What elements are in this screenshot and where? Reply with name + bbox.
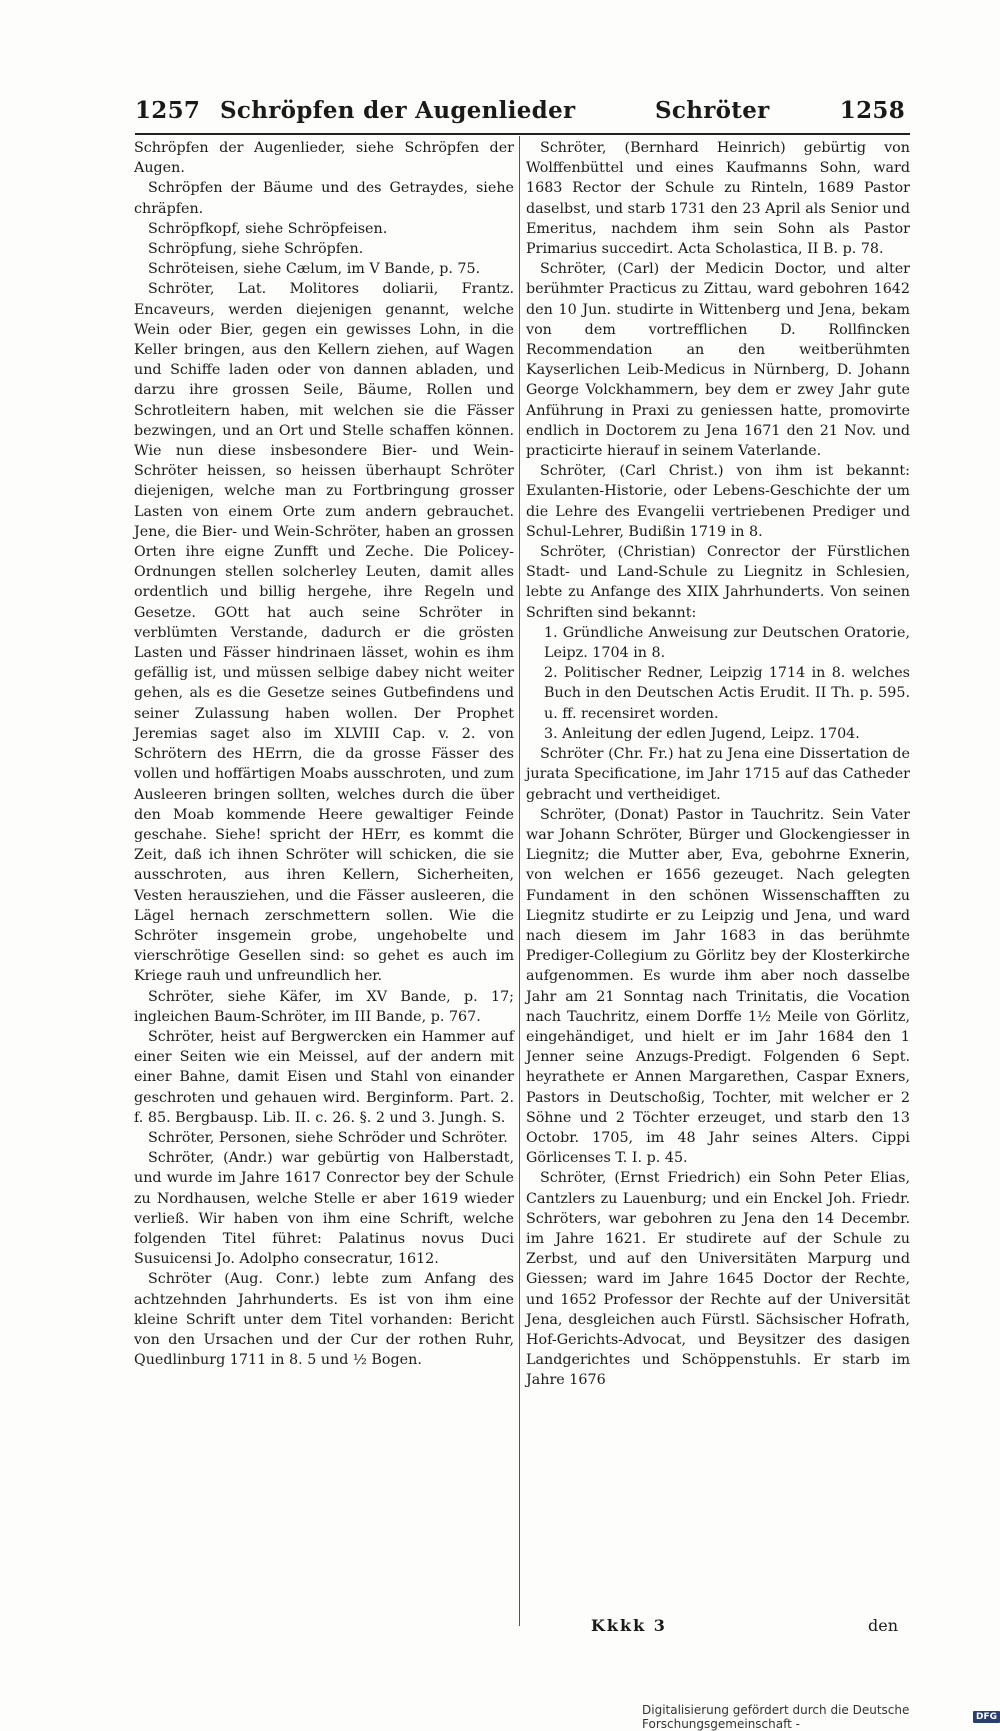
entry-paragraph: Schröter, heist auf Bergwercken ein Hammer auf einer Seiten wie ein Meissel, auf der andern mit einer Bahne, damit Eisen und Stahl von einander geschroten und gehauen wird. Berginform. Part. 2. f. 85. Bergbausp. Lib. II. c. 26. §. 2 und 3. Jungh. S.	[134, 1028, 514, 1126]
entry-paragraph: Schröpfung, siehe Schröpfen.	[148, 241, 364, 258]
footer-text: Digitalisierung gefördert durch die Deutsche Forschungsgemeinschaft -	[642, 1703, 910, 1731]
signature-mark: Kkkk 3	[591, 1616, 667, 1635]
entry-paragraph: Schröpfkopf, siehe Schröpfeisen.	[148, 220, 388, 237]
entry-paragraph: Schröter, Personen, siehe Schröder und Schröter.	[148, 1129, 508, 1146]
digitization-footer	[642, 1703, 1000, 1731]
right-page-number: 1258	[839, 97, 905, 124]
left-page-number: 1257	[135, 97, 201, 124]
column-divider	[519, 136, 520, 1626]
entry-paragraph: Schröter, (Andr.) war gebürtig von Halberstadt, und wurde im Jahre 1617 Conrector bey der Schule zu Nordhausen, welche Stelle er aber 1619 wieder verließ. Wir haben von ihm eine Schrift, welche folgenden Titel führet: Palatinus novus Duci Susuicensi Jo. Adolpho consecratur, 1612.	[134, 1150, 514, 1268]
entry-paragraph: Schröter, (Donat) Pastor in Tauchritz. Sein Vater war Johann Schröter, Bürger und Glockengiesser in Liegnitz; die Mutter aber, Eva, gebohrne Exnerin, von welchen er 1656 gezeuget. Nach gelegten Fundament in den schönen Wissenschafften zu Liegnitz studirte er zu Leipzig und Jena, und ward nach diesem im Jahr 1683 in das berühmte Prediger-Collegium zu Görlitz bey der Klosterkirche aufgenommen. Es wurde ihm aber noch dasselbe Jahr am 21 Sonntag nach Trinitatis, die Vocation nach Tauchritz, einem Dorffe 1½ Meile von Görlitz, eingehändiget, und hielt er im Jahr 1684 den 1 Jenner seine Anzugs-Predigt. Folgenden 6 Sept. heyrathete er Annen Margarethen, Caspar Exners, Pastors in Deutschoßig, Tochter, mit welcher er 2 Söhne und 2 Töchter erzeuget, und starb den 13 Octobr. 1705, im 48 Jahr seines Alters. Cippi Görlicenses T. I. p. 45.	[526, 806, 910, 1167]
right-running-title: Schröter	[655, 97, 770, 124]
entry-paragraph: Schröpfen der Augenlieder, siehe Schröpfen der Augen.	[134, 140, 514, 177]
list-item: 1. Gründliche Anweisung zur Deutschen Oratorie, Leipz. 1704 in 8.	[544, 624, 910, 662]
entry-paragraph: Schröter, (Carl) der Medicin Doctor, und alter berühmter Practicus zu Zittau, ward gebohren 1642 den 10 Jun. studirte in Wittenberg und Jena, bekam von dem vortrefflichen D. Rollfincken Recommendation an den weitberühmten Kayserlichen Leib-Medicus in Nürnberg, D. Johann George Volckhammern, bey dem er zwey Jahr gute Anführung in Praxi zu geniessen hatte, promovirte endlich in Doctorem zu Jena 1671 den 21 Nov. und practicirte hierauf in seinem Vaterlande.	[526, 261, 910, 460]
left-column	[134, 138, 514, 1370]
entry-paragraph: Schröter (Aug. Conr.) lebte zum Anfang des achtzehnden Jahrhunderts. Es ist von ihm eine kleine Schrift unter dem Titel vorhanden: Bericht von den Ursachen und der Cur der rothen Ruhr, Quedlinburg 1711 in 8. 5 und ½ Bogen.	[134, 1271, 514, 1369]
entry-paragraph: Schröpfen der Bäume und des Getraydes, siehe chräpfen.	[134, 180, 514, 217]
running-header	[135, 97, 905, 137]
header-rule	[135, 133, 910, 135]
entry-paragraph: Schröter, (Bernhard Heinrich) gebürtig von Wolffenbüttel und eines Kaufmanns Sohn, ward 1683 Rector der Schule zu Rinteln, 1689 Pastor daselbst, und starb 1731 den 23 April als Senior und Emeritus, nachdem ihm sein Sohn als Pastor Primarius succedirt. Acta Scholastica, II B. p. 78.	[526, 140, 910, 258]
entry-paragraph: Schröter, siehe Käfer, im XV Bande, p. 17; ingleichen Baum-Schröter, im III Bande, p. 767.	[134, 988, 514, 1025]
entry-paragraph: Schröter, (Ernst Friedrich) ein Sohn Peter Elias, Cantzlers zu Lauenburg; und ein Enckel Joh. Friedr. Schröters, war gebohren zu Jena den 14 Decembr. im Jahre 1621. Er studirete auf der Schule zu Zerbst, und auf den Universitäten Marpurg und Giessen; ward im Jahre 1645 Doctor der Rechte, und 1652 Professor der Rechte auf der Universität Jena, desgleichen auch Fürstl. Sächsischer Hofrath, Hof-Gerichts-Advocat, und Beysitzer des dasigen Landgerichtes und Schöppenstuhls. Er starb im Jahre 1676	[526, 1170, 910, 1389]
entry-paragraph: Schröter, (Carl Christ.) von ihm ist bekannt: Exulanten-Historie, oder Lebens-Geschichte der um die Lehre des Evangelii vertriebenen Prediger und Schul-Lehrer, Budißin 1719 in 8.	[526, 463, 910, 540]
entry-paragraph: Schröter, Lat. Molitores doliarii, Frantz. Encaveurs, werden diejenigen genannt, welche Wein oder Bier, gegen ein gewisses Lohn, in die Keller bringen, aus den Kellern ziehen, auf Wagen und Schiffe laden oder von dannen abladen, und darzu ihre grossen Seile, Bäume, Rollen und Schrotleitern haben, mit welchen sie die Fässer bezwingen, und an Ort und Stelle schaffen können. Wie nun diese insbesondere Bier- und Wein-Schröter heissen, so heissen überhaupt Schröter diejenigen, welche man zu Fortbringung grosser Lasten von einem Orte zum andern gebrauchet. Jene, die Bier- und Wein-Schröter, haben an grossen Orten ihre eigne Zunfft und Zeche. Die Policey-Ordnungen stellen solcherley Leuten, damit alles ordentlich und billig hergehe, ihre Regeln und Gesetze. GOtt hat auch seine Schröter in verblümten Verstande, dadurch er die grösten Lasten und Fässer hindrinaen lässet, wohin es ihm gefällig ist, und müssen selbige dabey nicht weiter gehen, als es die Gesetze seines Gutbefindens und seiner Zulassung haben wollen. Der Prophet Jeremias saget also im XLVIII Cap. v. 2. von Schrötern des HErrn, die da grosse Fässer des vollen und hoffärtigen Moabs ausschroten, und zum Ausleeren bringen sollten, welches durch die über den Moab kommende Heere gewaltiger Feinde geschahe. Siehe! spricht der HErr, es kommt die Zeit, daß ich ihnen Schröter will schicken, die sie ausschroten, aus ihren Kellern, Sicherheiten, Vesten herausziehen, und die Fässer ausleeren, die Lägel hernach zerschmettern sollen. Wie die Schröter insgemein grobe, ungehobelte und vierschrötige Gesellen sind: so gehet es auch im Kriege rauh und unfreundlich her.	[134, 281, 514, 985]
catchword: den	[868, 1616, 899, 1635]
entry-paragraph: Schröteisen, siehe Cælum, im V Bande, p. 75.	[148, 261, 481, 278]
list-item: 3. Anleitung der edlen Jugend, Leipz. 1704.	[544, 725, 860, 742]
entry-paragraph: Schröter (Chr. Fr.) hat zu Jena eine Dissertation de jurata Specificatione, im Jahr 1715 auf das Catheder gebracht und vertheidiget.	[526, 746, 910, 803]
right-column	[526, 138, 910, 1391]
entry-paragraph: Schröter, (Christian) Conrector der Fürstlichen Stadt- und Land-Schule zu Liegnitz in Schlesien, lebte zu Anfange des XIIX Jahrhunderts. Von seinen Schriften sind bekannt:	[526, 544, 910, 621]
left-running-title: Schröpfen der Augenlieder	[220, 97, 576, 124]
list-item: 2. Politischer Redner, Leipzig 1714 in 8. welches Buch in den Deutschen Actis Erudit. II Th. p. 595. u. ff. recensiret worden.	[544, 665, 910, 722]
dfg-logo: DFG	[973, 1711, 1000, 1723]
